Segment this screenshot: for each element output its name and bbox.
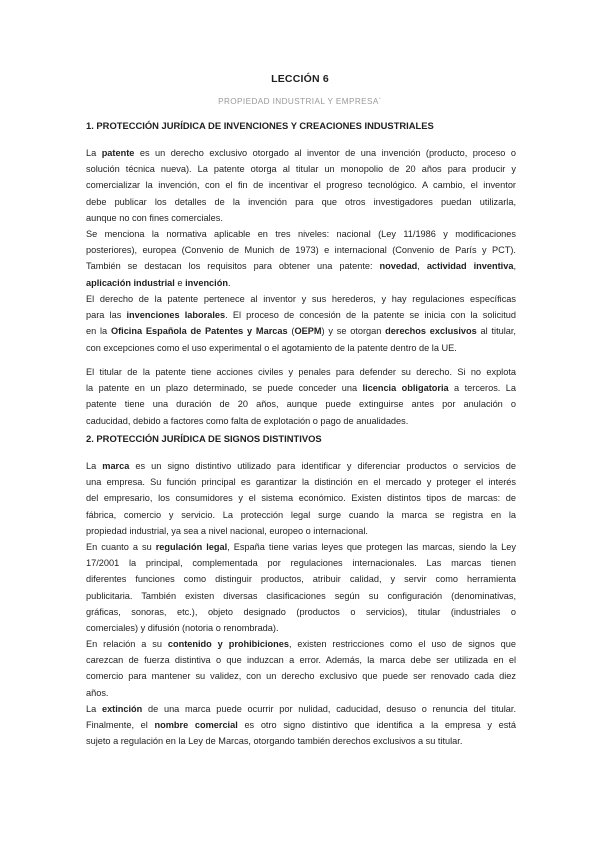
bold-term: invenciones laborales bbox=[126, 310, 226, 321]
text-line bbox=[86, 210, 516, 226]
text-run: , bbox=[417, 261, 427, 272]
bold-term: actividad inventiva bbox=[426, 261, 514, 272]
bold-term: licencia obligatoria bbox=[362, 383, 449, 394]
paragraph bbox=[86, 636, 516, 701]
text-line bbox=[86, 474, 516, 490]
text-run: comerciales) y difusión (notoria o renombrada). bbox=[86, 622, 279, 633]
text-line bbox=[86, 177, 516, 193]
text-run: Se menciona la normativa aplicable en tres niveles: nacional (Ley 11/1986 y modificaciones bbox=[86, 229, 516, 239]
text-line bbox=[86, 668, 516, 684]
text-line bbox=[86, 145, 516, 161]
text-line bbox=[86, 307, 516, 323]
text-run: fábrica, comercio y servicio. La protección legal surge cuando la marca se registra en la bbox=[86, 509, 516, 520]
text-run: 17/2001 la principal, complementada por regulaciones internacionales. Las marcas tienen bbox=[86, 558, 516, 569]
text-line bbox=[86, 717, 516, 733]
text-line bbox=[86, 490, 516, 506]
bold-term: invención bbox=[185, 277, 228, 288]
bold-term: patente bbox=[101, 148, 135, 158]
text-run: publicitaria. También existen diversas clasificaciones según su configuración (denominativas, bbox=[86, 590, 516, 601]
paragraph bbox=[86, 364, 516, 429]
text-run: . bbox=[227, 277, 231, 288]
text-run: , bbox=[513, 261, 516, 272]
text-run: La bbox=[86, 148, 102, 158]
section-heading: 2. PROTECCIÓN JURÍDICA DE SIGNOS DISTINTIVOS bbox=[86, 433, 322, 444]
text-line bbox=[86, 258, 516, 274]
bold-term: novedad bbox=[379, 261, 418, 272]
text-run: , España tiene varias leyes que protegen las marcas, siendo la Ley bbox=[227, 542, 516, 552]
text-run: posteriores), europea (Convenio de Munich de 1973) e internacional (Convenio de París y PCT). bbox=[86, 245, 516, 256]
text-run: a terceros. La bbox=[448, 383, 516, 394]
text-run: años. bbox=[86, 687, 109, 698]
text-run: debe publicar los detalles de la invención para que otros investigadores puedan utilizarla, bbox=[86, 196, 516, 207]
bold-term: regulación legal bbox=[155, 542, 228, 552]
text-run: , existen restricciones como el uso de signos que bbox=[288, 639, 516, 649]
text-line bbox=[86, 396, 516, 412]
text-run: diferentes funciones como distinguir productos, atribuir calidad, y servir como herramienta bbox=[86, 574, 516, 585]
paragraph bbox=[86, 539, 516, 636]
text-line bbox=[86, 161, 516, 177]
text-run: la patente en un plazo determinado, se puede conceder una bbox=[86, 383, 363, 394]
bold-term: aplicación industrial bbox=[86, 277, 175, 288]
text-line bbox=[86, 604, 516, 620]
paragraph bbox=[86, 458, 516, 539]
text-line bbox=[86, 413, 516, 429]
text-run: del empresario, los consumidores y el sistema económico. Existen distintos tipos de marcas: de bbox=[86, 493, 516, 504]
text-run: comercio para mantener su validez, con un derecho exclusivo que puede ser renovado cada diez bbox=[86, 671, 516, 682]
text-run: solución técnica nueva). La patente otorga al titular un monopolio de 20 años para producir y bbox=[86, 164, 516, 175]
text-line bbox=[86, 733, 516, 749]
text-line bbox=[86, 242, 516, 258]
bold-term: nombre comercial bbox=[154, 720, 238, 731]
bold-term: marca bbox=[102, 461, 130, 471]
text-run: es un signo distintivo utilizado para identificar y diferenciar productos o servicios de bbox=[129, 461, 516, 471]
text-run: La bbox=[86, 704, 102, 714]
text-run: propiedad industrial, ya sea a nivel nacional, europeo o internacional. bbox=[86, 525, 368, 536]
text-line bbox=[86, 226, 516, 242]
text-run: caducidad, debido a factores como falta de explotación o pago de anualidades. bbox=[86, 415, 409, 426]
bold-term: derechos exclusivos bbox=[385, 326, 477, 337]
bold-term: contenido y prohibiciones bbox=[167, 639, 289, 649]
text-run: ) y se otorgan bbox=[321, 326, 386, 337]
text-run: En cuanto a su bbox=[86, 542, 156, 552]
text-run: para las bbox=[86, 310, 127, 321]
text-line bbox=[86, 571, 516, 587]
text-run: una empresa. Su función principal es garantizar la distinción en el mercado y proteger el interés bbox=[86, 477, 516, 488]
text-line bbox=[86, 523, 516, 539]
paragraph bbox=[86, 701, 516, 750]
text-run: de una marca puede ocurrir por nulidad, caducidad, desuso o renuncia del titular. bbox=[142, 704, 516, 714]
text-run: . El proceso de concesión de la patente se inicia con la solicitud bbox=[225, 310, 516, 321]
text-line bbox=[86, 291, 516, 307]
text-line bbox=[86, 194, 516, 210]
paragraph bbox=[86, 145, 516, 226]
text-run: con excepciones como el uso experimental o el agotamiento de la patente dentro de la UE. bbox=[86, 342, 457, 353]
paragraph bbox=[86, 291, 516, 356]
text-run: ( bbox=[287, 326, 295, 337]
text-line bbox=[86, 555, 516, 571]
text-run: El titular de la patente tiene acciones civiles y penales para defender su derecho. Si no explota bbox=[86, 367, 516, 377]
text-line bbox=[86, 652, 516, 668]
text-line bbox=[86, 275, 516, 291]
text-line bbox=[86, 636, 516, 652]
text-run: carezcan de fuerza distintiva o que induzcan a error. Además, la marca debe ser utilizada en el bbox=[86, 655, 516, 666]
lesson-title: LECCIÓN 6 bbox=[271, 73, 329, 85]
text-run: Finalmente, el bbox=[86, 720, 155, 731]
text-line bbox=[86, 507, 516, 523]
text-line bbox=[86, 701, 516, 717]
text-run: aunque no con fines comerciales. bbox=[86, 212, 223, 223]
text-line bbox=[86, 588, 516, 604]
text-run: El derecho de la patente pertenece al inventor y sus herederos, y hay regulaciones específicas bbox=[86, 294, 516, 304]
text-run: e bbox=[174, 277, 186, 288]
text-line bbox=[86, 380, 516, 396]
text-run: en la bbox=[86, 326, 111, 337]
bold-term: extinción bbox=[101, 704, 143, 714]
text-line bbox=[86, 685, 516, 701]
bold-term: OEPM bbox=[294, 326, 322, 337]
paragraph bbox=[86, 226, 516, 291]
text-line bbox=[86, 620, 516, 636]
text-run: comercializar la invención, con el fin de incentivar el progreso tecnológico. A cambio, el inventor bbox=[86, 180, 516, 191]
text-line bbox=[86, 323, 516, 339]
section-heading: 1. PROTECCIÓN JURÍDICA DE INVENCIONES Y CREACIONES INDUSTRIALES bbox=[86, 120, 434, 131]
text-line bbox=[86, 458, 516, 474]
text-run: es un derecho exclusivo otorgado al inventor de una invención (producto, proceso o bbox=[134, 148, 516, 158]
text-run: patente tiene una duración de 20 años, aunque puede extinguirse antes por anulación o bbox=[86, 399, 516, 410]
text-run: La bbox=[86, 461, 103, 471]
text-run: En relación a su bbox=[86, 639, 168, 649]
lesson-subtitle: PROPIEDAD INDUSTRIAL Y EMPRESA´ bbox=[218, 97, 382, 106]
text-line bbox=[86, 539, 516, 555]
text-line bbox=[86, 340, 516, 356]
text-run: al titular, bbox=[476, 326, 516, 337]
text-run: gráficas, sonoras, etc.), objeto designado (productos o servicios), titular (industriales o bbox=[86, 606, 516, 617]
text-run: es otro signo distintivo que identifica a la empresa y está bbox=[237, 720, 516, 731]
text-line bbox=[86, 364, 516, 380]
bold-term: Oficina Española de Patentes y Marcas bbox=[110, 326, 288, 337]
text-run: También se destacan los requisitos para obtener una patente: bbox=[86, 261, 380, 272]
text-run: sujeto a regulación en la Ley de Marcas, otorgando también derechos exclusivos a su titular. bbox=[86, 736, 463, 747]
